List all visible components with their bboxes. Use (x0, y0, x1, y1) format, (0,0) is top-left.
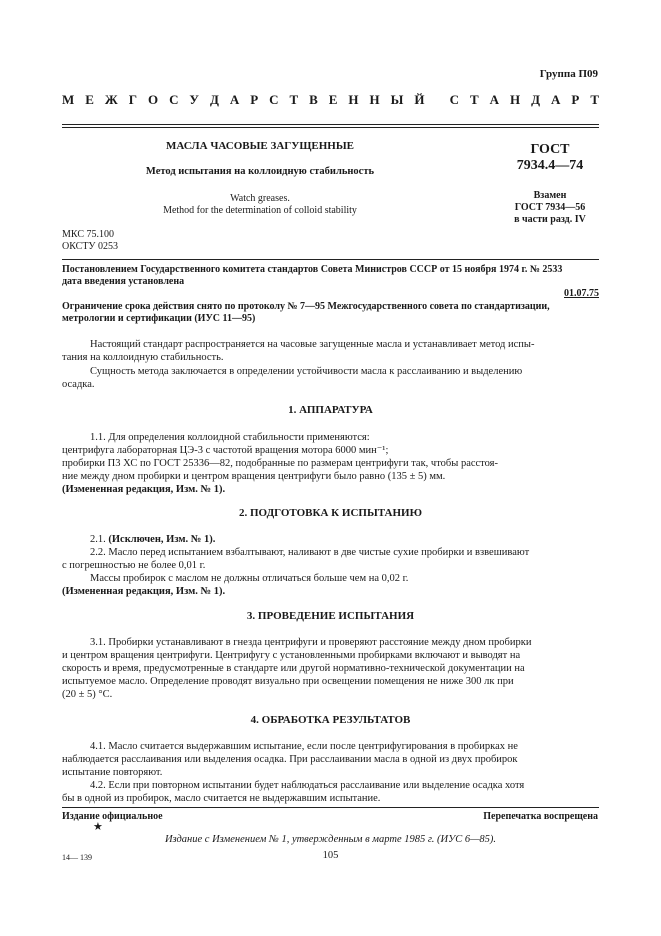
section-4-heading: 4. ОБРАБОТКА РЕЗУЛЬТАТОВ (250, 714, 411, 726)
header-letter: Ы (390, 92, 404, 107)
section-4-line-3: испытание повторяют. (62, 767, 163, 778)
replaces-line-3: в части разд. IV (514, 214, 586, 225)
intro-paragraph-2-line-2: осадка. (62, 379, 95, 390)
section-1-line-4: ние между дном пробирки и центром вращения центрифуги было равно (135 ± 5) мм. (62, 471, 446, 482)
english-title-line-1: Watch greases. (230, 193, 290, 204)
gost-number: 7934.4—74 (516, 158, 584, 173)
limit-line-2: метрологии и сертификации (ИУС 11—95) (62, 313, 256, 324)
header-letter: Р (571, 92, 580, 107)
document-title: МАСЛА ЧАСОВЫЕ ЗАГУЩЕННЫЕ (165, 140, 355, 152)
header-rule-thin (62, 127, 599, 128)
section-2-line-3: с погрешностью не более 0,01 г. (62, 560, 206, 571)
header-letter: С (169, 92, 179, 107)
section-1-line-3: пробирки П3 ХС по ГОСТ 25336—82, подобранные по размерам центрифуги так, чтобы расстоя- (62, 458, 498, 469)
print-code: 14— 139 (62, 853, 92, 862)
section-3-line-3: скорость и время, предусмотренные в стандарте или другой нормативно-технической документации на (62, 663, 525, 674)
okstu-code: ОКСТУ 0253 (62, 241, 119, 252)
page-number: 105 (322, 850, 339, 861)
intro-paragraph-1-line-1: Настоящий стандарт распространяется на часовые загущенные масла и устанавливает метод испы- (90, 339, 535, 350)
section-2-line-4: Массы пробирок с маслом не должны отличаться больше чем на 0,02 г. (90, 573, 409, 584)
header-letter: Е (85, 92, 94, 107)
group-label: Группа П09 (539, 68, 598, 80)
reprint-prohibited-label: Перепечатка воспрещена (483, 811, 598, 822)
header-letter: О (147, 92, 159, 107)
section-2-amendment: (Измененная редакция, Изм. № 1). (62, 586, 226, 597)
header-rule (62, 124, 599, 125)
header-letter: М (62, 92, 75, 107)
decree-line-2: дата введения установлена (62, 276, 185, 287)
section-2-line-2: 2.2. Масло перед испытанием взбалтывают, наливают в две чистые сухие пробирки и взвешивают (90, 547, 530, 558)
intro-paragraph-1-line-2: тания на коллоидную стабильность. (62, 352, 224, 363)
footer-rule (62, 807, 599, 808)
header-space (435, 92, 438, 108)
header-letter: Й (414, 92, 425, 107)
section-1-line-1: 1.1. Для определения коллоидной стабильности применяются: (90, 432, 370, 443)
header-letter: Д (531, 92, 541, 107)
header-letter: А (551, 92, 561, 107)
header-letter: Р (250, 92, 259, 107)
section-2-line-1 (90, 533, 599, 546)
section-1-amendment: (Измененная редакция, Изм. № 1). (62, 484, 226, 495)
header-letter: А (229, 92, 240, 107)
limit-line-1: Ограничение срока действия снято по протоколу № 7—95 Межгосударственного совета по стандартизации, (62, 301, 550, 312)
section-4-line-1: 4.1. Масло считается выдержавшим испытание, если после центрифугирования в пробирках не (90, 741, 518, 752)
edition-note: Издание с Изменением № 1, утвержденным в марте 1985 г. (ИУС 6—85). (164, 834, 497, 845)
introduction-date: 01.07.75 (564, 288, 599, 299)
section-1-line-2: центрифуга лабораторная ЦЭ-3 с частотой вращения мотора 6000 мин⁻¹; (62, 445, 389, 456)
section-2-item-1-number: 2.1. (90, 534, 109, 545)
section-4-line-4: 4.2. Если при повторном испытании будет наблюдаться расслаивание или выделение осадка хотя (90, 780, 525, 791)
header-letter: Т (289, 92, 299, 107)
star-icon: ★ (93, 821, 103, 833)
section-rule (62, 259, 599, 260)
mks-code: МКС 75.100 (62, 229, 114, 240)
header-letter: Д (209, 92, 219, 107)
gost-label: ГОСТ (530, 142, 570, 157)
header-letter: Н (510, 92, 521, 107)
header-letter: Т (590, 92, 599, 107)
document-subtitle: Метод испытания на коллоидную стабильность (145, 166, 375, 177)
intro-paragraph-2-line-1: Сущность метода заключается в определении устойчивости масла к расслаиванию и выделению (90, 366, 523, 377)
header-letter: В (309, 92, 318, 107)
section-3-line-1: 3.1. Пробирки устанавливают в гнезда центрифуги и проверяют расстояние между дном пробирки (90, 637, 532, 648)
header-title (62, 92, 599, 108)
decree-line-1: Постановлением Государственного комитета стандартов Совета Министров СССР от 15 ноября 1974 г. № 2533 (62, 264, 563, 275)
header-letter: Н (348, 92, 359, 107)
header-letter: А (489, 92, 500, 107)
english-title-line-2: Method for the determination of colloid stability (163, 205, 357, 216)
header-letter: С (269, 92, 279, 107)
section-3-line-5: (20 ± 5) °С. (62, 689, 113, 700)
header-letter: Г (128, 92, 137, 107)
section-4-line-2: наблюдается расслаивания или выделения осадка. При расслаивании масла в одной из двух пробирок (62, 754, 518, 765)
section-3-heading: 3. ПРОВЕДЕНИЕ ИСПЫТАНИЯ (246, 610, 415, 622)
replaces-line-2: ГОСТ 7934—56 (514, 202, 586, 213)
section-3-line-4: испытуемое масло. Определение проводят визуально при освещении помещения не ниже 300 лк при (62, 676, 514, 687)
replaces-line-1: Взамен (533, 190, 567, 201)
header-letter: С (449, 92, 460, 107)
section-4-line-5: бы в одной из пробирок, масло считается не выдержавшим испытание. (62, 793, 381, 804)
header-letter: Ж (104, 92, 118, 107)
official-edition-label: Издание официальное (62, 811, 163, 822)
section-3-line-2: и центром вращения центрифуги. Центрифугу с установленными пробирками включают и выводят на (62, 650, 521, 661)
header-letter: У (189, 92, 199, 107)
header-letter: Н (369, 92, 380, 107)
section-2-item-1-excluded: (Исключен, Изм. № 1). (108, 534, 216, 545)
header-letter: Е (328, 92, 338, 107)
section-2-heading: 2. ПОДГОТОВКА К ИСПЫТАНИЮ (239, 507, 422, 519)
section-1-heading: 1. АППАРАТУРА (288, 404, 373, 416)
header-letter: Т (470, 92, 479, 107)
